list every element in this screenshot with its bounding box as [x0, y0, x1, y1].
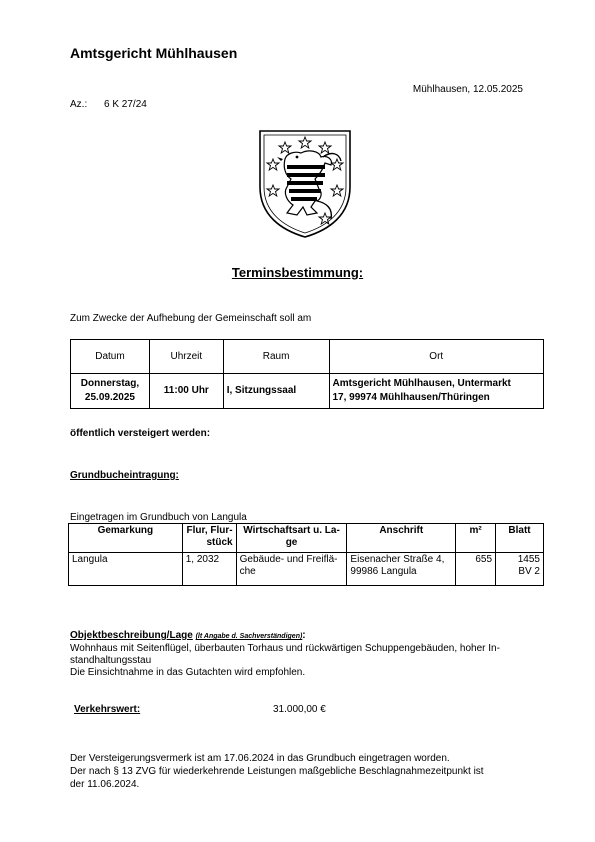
file-reference — [70, 99, 147, 110]
market-value-amount: 31.000,00 € — [273, 704, 326, 715]
cell-gemarkung: Langula — [69, 553, 183, 586]
object-description-line-1: Wohnhaus mit Seitenflügel, überbauten Torhaus und rückwärtigen Schuppengebäuden, hoher In- — [70, 643, 500, 654]
thuringia-coat-of-arms-icon — [257, 129, 353, 239]
object-description-note: (lt Angabe d. Sachverständigen) — [195, 633, 303, 640]
cell-date — [71, 374, 150, 409]
wirtschaftsart-line-1: Gebäude- und Freiflä- — [239, 554, 338, 565]
blatt-line-1: 1455 — [517, 554, 540, 565]
table-header-row — [69, 524, 544, 553]
date-line-2: 25.09.2025 — [84, 392, 135, 403]
final-notes — [70, 752, 550, 791]
header-flur — [182, 524, 236, 553]
table-row — [69, 553, 544, 586]
object-description-line-2: standhaltungsstau — [70, 655, 152, 666]
header-blatt: Blatt — [496, 524, 544, 553]
land-register-table — [68, 523, 544, 586]
object-description-text — [70, 643, 548, 679]
cell-blatt — [496, 553, 544, 586]
blatt-line-2: BV 2 — [518, 566, 540, 577]
object-description-title — [70, 630, 306, 641]
page-title: Terminsbestimmung: — [231, 265, 364, 280]
cell-wirtschaftsart — [236, 553, 347, 586]
anschrift-line-1: Eisenacher Straße 4, — [350, 554, 445, 565]
final-line-1: Der Versteigerungsvermerk ist am 17.06.2024 in das Grundbuch eingetragen worden. — [70, 753, 450, 764]
header-m2: m² — [456, 524, 496, 553]
wirtschaftsart-header-line-2: ge — [285, 537, 298, 548]
land-register-title: Grundbucheintragung: — [70, 470, 179, 481]
header-anschrift: Anschrift — [347, 524, 456, 553]
header-room: Raum — [223, 340, 329, 374]
land-register-subtitle: Eingetragen im Grundbuch von Langula — [70, 512, 247, 523]
cell-anschrift — [347, 553, 456, 586]
header-time: Uhrzeit — [149, 340, 223, 374]
place-line-2: 17, 99974 Mühlhausen/Thüringen — [332, 392, 490, 403]
object-description-colon: : — [302, 630, 306, 641]
cell-room: I, Sitzungssaal — [223, 374, 329, 409]
header-date: Datum — [71, 340, 150, 374]
market-value-label: Verkehrswert: — [74, 704, 141, 715]
table-row — [71, 374, 544, 409]
table-header-row — [71, 340, 544, 374]
cell-time: 11:00 Uhr — [149, 374, 223, 409]
cell-flur: 1, 2032 — [182, 553, 236, 586]
place-date: Mühlhausen, 12.05.2025 — [412, 84, 523, 95]
header-wirtschaftsart — [236, 524, 347, 553]
object-description-line-3: Die Einsichtnahme in das Gutachten wird empfohlen. — [70, 667, 306, 678]
final-line-2: Der nach § 13 ZVG für wiederkehrende Leistungen maßgebliche Beschlagnahmezeitpunkt ist — [70, 766, 484, 777]
wirtschaftsart-header-line-1: Wirtschaftsart u. La- — [243, 525, 340, 536]
object-description-heading: Objektbeschreibung/Lage — [70, 630, 193, 641]
final-line-3: der 11.06.2024. — [70, 779, 140, 790]
file-reference-value: 6 K 27/24 — [104, 99, 147, 110]
date-line-1: Donnerstag, — [80, 378, 140, 389]
intro-text: Zum Zwecke der Aufhebung der Gemeinschaft soll am — [70, 313, 312, 324]
cell-m2: 655 — [456, 553, 496, 586]
header-gemarkung: Gemarkung — [69, 524, 183, 553]
cell-place — [329, 374, 544, 409]
file-reference-label: Az.: — [70, 99, 88, 110]
appointment-table — [70, 339, 544, 409]
wirtschaftsart-line-2: che — [239, 566, 256, 577]
header-place: Ort — [329, 340, 544, 374]
court-name: Amtsgericht Mühlhausen — [70, 45, 238, 61]
flur-header-line-1: Flur, Flur- — [186, 525, 233, 536]
anschrift-line-2: 99986 Langula — [350, 566, 417, 577]
place-line-1: Amtsgericht Mühlhausen, Untermarkt — [332, 378, 511, 389]
auction-statement: öffentlich versteigert werden: — [70, 428, 211, 439]
flur-header-line-2: stück — [206, 537, 233, 548]
